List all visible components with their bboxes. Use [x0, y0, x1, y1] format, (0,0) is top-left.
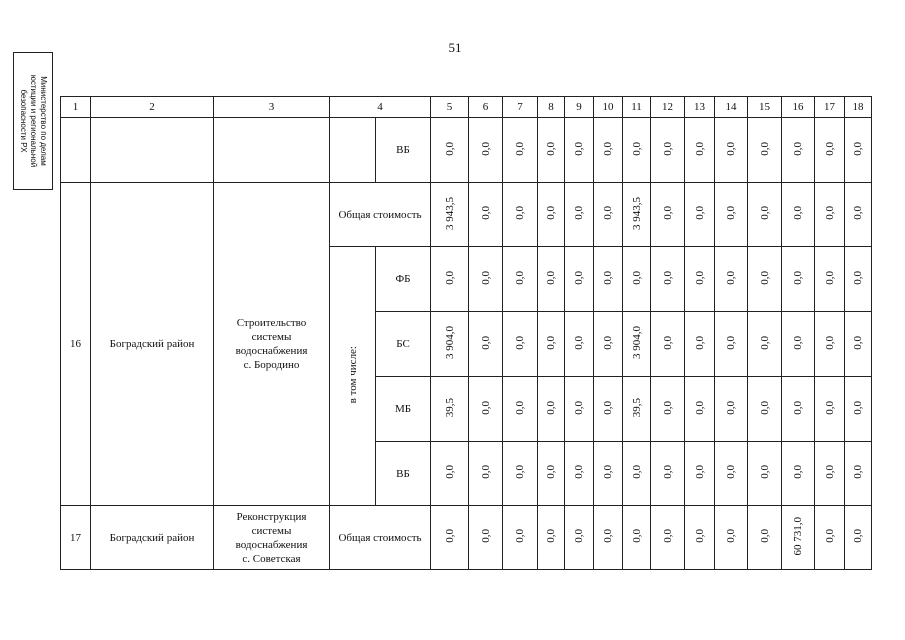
value-cell-text: 0,0: [852, 335, 864, 350]
value-cell: [651, 183, 685, 247]
value-cell: [565, 183, 594, 247]
value-cell-text: 0,0: [758, 270, 771, 285]
value-cell-text: 0,0: [823, 400, 836, 415]
project-name-line: водоснабжения: [235, 538, 308, 551]
empty-cell: [61, 118, 91, 183]
header-cell: 7: [503, 97, 538, 118]
value-cell: [503, 506, 538, 570]
value-cell: [503, 118, 538, 183]
value-cell-text: 0,0: [573, 529, 585, 543]
value-cell-text: 0,0: [573, 400, 585, 415]
value-cell-text: 0,0: [792, 141, 804, 156]
value-cell-text: 0,0: [725, 529, 737, 543]
value-cell: [651, 506, 685, 570]
value-cell: [503, 183, 538, 247]
value-cell: [782, 442, 815, 506]
header-cell: 2: [91, 97, 214, 118]
value-cell: [431, 442, 469, 506]
value-cell-text: 0,0: [661, 206, 674, 220]
value-cell: [651, 312, 685, 377]
row-label: [330, 183, 431, 247]
header-cell: 14: [715, 97, 748, 118]
value-cell-text: 0,0: [852, 141, 864, 156]
value-cell-text: 0,0: [758, 400, 771, 415]
value-cell: [845, 247, 872, 312]
value-cell-text: 3 904,0: [630, 326, 643, 359]
value-cell-text: 0,0: [545, 529, 557, 543]
row-label: [376, 377, 431, 442]
value-cell-text: 0,0: [545, 400, 557, 415]
value-cell-text: 0,0: [545, 465, 557, 479]
value-cell: [594, 442, 623, 506]
value-cell: [538, 183, 565, 247]
value-cell: [565, 442, 594, 506]
value-cell: [565, 247, 594, 312]
page-number: 51: [448, 40, 462, 55]
header-cell: 5: [431, 97, 469, 118]
value-cell: [503, 442, 538, 506]
value-cell-text: 0,0: [514, 400, 526, 415]
value-cell-text: 0,0: [823, 141, 836, 156]
value-cell: [431, 118, 469, 183]
value-cell: [815, 312, 845, 377]
value-cell: [594, 118, 623, 183]
value-cell-text: 0,0: [693, 400, 706, 415]
value-cell: [431, 312, 469, 377]
value-cell-text: 0,0: [479, 529, 492, 543]
value-cell-text: 0,0: [443, 465, 456, 479]
value-cell: [845, 118, 872, 183]
value-cell-text: 0,0: [661, 529, 674, 543]
value-cell: [715, 183, 748, 247]
value-cell: [565, 377, 594, 442]
header-cell: 10: [594, 97, 623, 118]
value-cell-text: 0,0: [514, 465, 526, 479]
empty-cell: [91, 118, 214, 183]
project-name-line: Строительство: [236, 317, 307, 329]
value-cell: [594, 183, 623, 247]
value-cell: [685, 312, 715, 377]
header-cell: 6: [469, 97, 503, 118]
value-cell-text: 0,0: [693, 335, 706, 350]
stamp-text: [18, 56, 48, 186]
value-cell-text: 0,0: [602, 465, 614, 479]
header-cell: 3: [214, 97, 330, 118]
value-cell: [685, 118, 715, 183]
value-cell: [431, 247, 469, 312]
value-cell-text: 0,0: [852, 270, 864, 285]
stamp-line: юстиции и региональной: [29, 74, 38, 168]
value-cell-text: 0,0: [514, 141, 526, 156]
value-cell: [594, 377, 623, 442]
value-cell-text: 60 731,0: [792, 516, 804, 556]
value-cell-text: 0,0: [725, 141, 737, 156]
value-cell: [469, 312, 503, 377]
row-label-text: БС: [396, 338, 410, 350]
value-cell: [431, 183, 469, 247]
value-cell-text: 0,0: [792, 335, 804, 350]
value-cell-text: 0,0: [443, 529, 456, 543]
value-cell-text: 0,0: [725, 335, 737, 350]
value-cell-text: 0,0: [602, 529, 614, 543]
value-cell-text: 0,0: [545, 270, 557, 285]
value-cell: [685, 183, 715, 247]
value-cell-text: 0,0: [545, 141, 557, 156]
value-cell-text: 0,0: [573, 465, 585, 479]
row-label: [376, 118, 431, 183]
value-cell: [623, 183, 651, 247]
value-cell: [538, 312, 565, 377]
value-cell-text: 0,0: [630, 270, 643, 285]
value-cell-text: 0,0: [792, 206, 804, 220]
value-cell: [565, 118, 594, 183]
value-cell: [538, 377, 565, 442]
value-cell: [845, 312, 872, 377]
value-cell: [815, 183, 845, 247]
value-cell: [651, 118, 685, 183]
value-cell: [469, 247, 503, 312]
value-cell-text: 0,0: [661, 270, 674, 285]
row-label-text: ВБ: [396, 467, 410, 480]
value-cell: [748, 247, 782, 312]
row-label-text: МБ: [394, 403, 412, 415]
value-cell-text: 0,0: [602, 270, 614, 285]
value-cell: [503, 247, 538, 312]
header-cell: 13: [685, 97, 715, 118]
value-cell-text: 0,0: [479, 400, 492, 415]
header-row: [61, 97, 872, 118]
row-number: 16: [61, 183, 91, 506]
value-cell: [623, 442, 651, 506]
value-cell: [782, 377, 815, 442]
in-that-number-label-text: в том числе:: [346, 345, 359, 404]
project-name-line: Реконструкция: [236, 510, 307, 523]
value-cell: [469, 118, 503, 183]
district-name: Боградский район: [91, 183, 214, 506]
header-cell: 16: [782, 97, 815, 118]
value-cell-text: 0,0: [693, 465, 706, 479]
value-cell-text: 0,0: [852, 400, 864, 415]
value-cell: [715, 247, 748, 312]
header-cell: 9: [565, 97, 594, 118]
value-cell-text: 0,0: [693, 270, 706, 285]
value-cell-text: 0,0: [852, 206, 864, 220]
value-cell: [845, 506, 872, 570]
header-cell: 8: [538, 97, 565, 118]
value-cell-text: 0,0: [758, 206, 771, 220]
value-cell-text: 0,0: [661, 465, 674, 479]
table-row: [61, 118, 872, 183]
value-cell: [715, 312, 748, 377]
value-cell: [748, 118, 782, 183]
value-cell-text: 0,0: [514, 335, 526, 350]
value-cell: [782, 312, 815, 377]
value-cell-text: 0,0: [823, 529, 836, 543]
project-name-line: с. Бородино: [243, 359, 300, 371]
header-cell: 1: [61, 97, 91, 118]
value-cell-text: 0,0: [630, 465, 643, 479]
value-cell: [685, 247, 715, 312]
empty-cell: [330, 118, 376, 183]
value-cell: [715, 442, 748, 506]
value-cell-text: 0,0: [852, 529, 864, 543]
value-cell-text: 0,0: [573, 206, 585, 220]
data-table: [60, 96, 872, 570]
value-cell: [685, 506, 715, 570]
value-cell-text: 0,0: [661, 141, 674, 156]
project-name-line: системы: [251, 524, 292, 537]
stamp-line: безопасности РХ: [19, 89, 28, 153]
value-cell-text: 0,0: [479, 206, 492, 220]
value-cell: [538, 442, 565, 506]
value-cell-text: 0,0: [661, 335, 674, 350]
value-cell: [503, 312, 538, 377]
value-cell: [782, 247, 815, 312]
value-cell-text: 3 904,0: [443, 326, 456, 359]
row-label: [376, 247, 431, 312]
value-cell-text: 3 943,5: [443, 196, 456, 230]
value-cell-text: 0,0: [823, 335, 836, 350]
value-cell-text: 0,0: [545, 206, 557, 220]
value-cell: [748, 377, 782, 442]
value-cell-text: 0,0: [514, 206, 526, 220]
value-cell: [594, 506, 623, 570]
value-cell: [815, 442, 845, 506]
value-cell: [685, 377, 715, 442]
value-cell: [845, 377, 872, 442]
empty-cell: [214, 118, 330, 183]
value-cell-text: 0,0: [479, 465, 492, 479]
value-cell: [748, 506, 782, 570]
value-cell: [503, 377, 538, 442]
row-label: [376, 442, 431, 506]
value-cell: [651, 247, 685, 312]
project-name-line: водоснабжения: [235, 345, 308, 357]
header-cell: 11: [623, 97, 651, 118]
table-row: [61, 183, 872, 247]
value-cell: [815, 506, 845, 570]
value-cell: [815, 247, 845, 312]
value-cell: [538, 247, 565, 312]
value-cell-text: 0,0: [758, 335, 771, 350]
value-cell: [538, 506, 565, 570]
value-cell: [845, 183, 872, 247]
row-number: 17: [61, 506, 91, 570]
project-name: [214, 510, 329, 566]
value-cell-text: 0,0: [602, 206, 614, 220]
value-cell-text: 39,5: [630, 397, 643, 418]
value-cell-text: 0,0: [573, 270, 585, 285]
value-cell: [431, 377, 469, 442]
project-name-line: системы: [251, 331, 292, 343]
registration-stamp: [13, 52, 53, 190]
value-cell-text: 0,0: [514, 270, 526, 285]
value-cell: [782, 118, 815, 183]
value-cell-text: 0,0: [792, 400, 804, 415]
value-cell-text: 0,0: [602, 400, 614, 415]
value-cell-text: 0,0: [725, 400, 737, 415]
value-cell-text: 39,5: [443, 397, 456, 418]
value-cell-text: 0,0: [573, 141, 585, 156]
value-cell: [594, 312, 623, 377]
value-cell-text: 0,0: [479, 141, 492, 156]
value-cell-text: 0,0: [443, 141, 456, 156]
value-cell: [685, 442, 715, 506]
value-cell-text: 0,0: [514, 529, 526, 543]
value-cell: [565, 312, 594, 377]
value-cell-text: 0,0: [693, 141, 706, 156]
value-cell: [715, 118, 748, 183]
value-cell-text: 0,0: [693, 206, 706, 220]
value-cell: [623, 247, 651, 312]
value-cell: [623, 312, 651, 377]
value-cell-text: 0,0: [661, 400, 674, 415]
value-cell-text: 0,0: [602, 141, 614, 156]
value-cell-text: 0,0: [792, 270, 804, 285]
value-cell: [748, 442, 782, 506]
value-cell: [565, 506, 594, 570]
value-cell: [623, 506, 651, 570]
row-label: [330, 506, 431, 570]
value-cell-text: 0,0: [573, 335, 585, 350]
value-cell-text: 0,0: [693, 529, 706, 543]
value-cell-text: 3 943,5: [630, 196, 643, 230]
value-cell: [623, 377, 651, 442]
header-cell: 12: [651, 97, 685, 118]
value-cell: [815, 377, 845, 442]
row-label-text: ФБ: [395, 273, 411, 285]
project-name: [214, 316, 329, 372]
row-label-text: ВБ: [396, 144, 410, 156]
in-that-number-label: [330, 247, 376, 506]
project-name-line: с. Советская: [242, 552, 301, 565]
value-cell-text: 0,0: [545, 335, 557, 350]
value-cell-text: 0,0: [823, 465, 836, 479]
row-label: [376, 312, 431, 377]
value-cell-text: 0,0: [758, 529, 771, 543]
value-cell: [715, 377, 748, 442]
value-cell: [782, 506, 815, 570]
value-cell: [715, 506, 748, 570]
value-cell: [538, 118, 565, 183]
value-cell: [748, 312, 782, 377]
stamp-line: Министерство по делам: [39, 76, 48, 166]
value-cell: [651, 377, 685, 442]
value-cell-text: 0,0: [630, 141, 643, 156]
value-cell-text: 0,0: [725, 465, 737, 479]
value-cell-text: 0,0: [602, 335, 614, 350]
header-cell: 18: [845, 97, 872, 118]
value-cell-text: 0,0: [479, 335, 492, 350]
value-cell: [651, 442, 685, 506]
district-name: Боградский район: [91, 506, 214, 570]
value-cell-text: 0,0: [792, 465, 804, 479]
value-cell-text: 0,0: [823, 206, 836, 220]
header-cell: 17: [815, 97, 845, 118]
row-label-text: Общая стоимость: [338, 531, 422, 544]
value-cell-text: 0,0: [852, 465, 864, 479]
value-cell-text: 0,0: [443, 270, 456, 285]
value-cell: [815, 118, 845, 183]
value-cell-text: 0,0: [758, 465, 771, 479]
value-cell: [782, 183, 815, 247]
value-cell-text: 0,0: [823, 270, 836, 285]
value-cell: [469, 183, 503, 247]
header-cell: 4: [330, 97, 431, 118]
value-cell-text: 0,0: [479, 270, 492, 285]
value-cell: [623, 118, 651, 183]
value-cell: [469, 377, 503, 442]
value-cell: [748, 183, 782, 247]
header-cell: 15: [748, 97, 782, 118]
value-cell: [431, 506, 469, 570]
table-row: [61, 506, 872, 570]
row-label-text: Общая стоимость: [338, 208, 422, 221]
value-cell: [469, 442, 503, 506]
value-cell-text: 0,0: [630, 529, 643, 543]
value-cell-text: 0,0: [725, 270, 737, 285]
value-cell-text: 0,0: [758, 141, 771, 156]
value-cell-text: 0,0: [725, 206, 737, 220]
value-cell: [594, 247, 623, 312]
value-cell: [845, 442, 872, 506]
value-cell: [469, 506, 503, 570]
